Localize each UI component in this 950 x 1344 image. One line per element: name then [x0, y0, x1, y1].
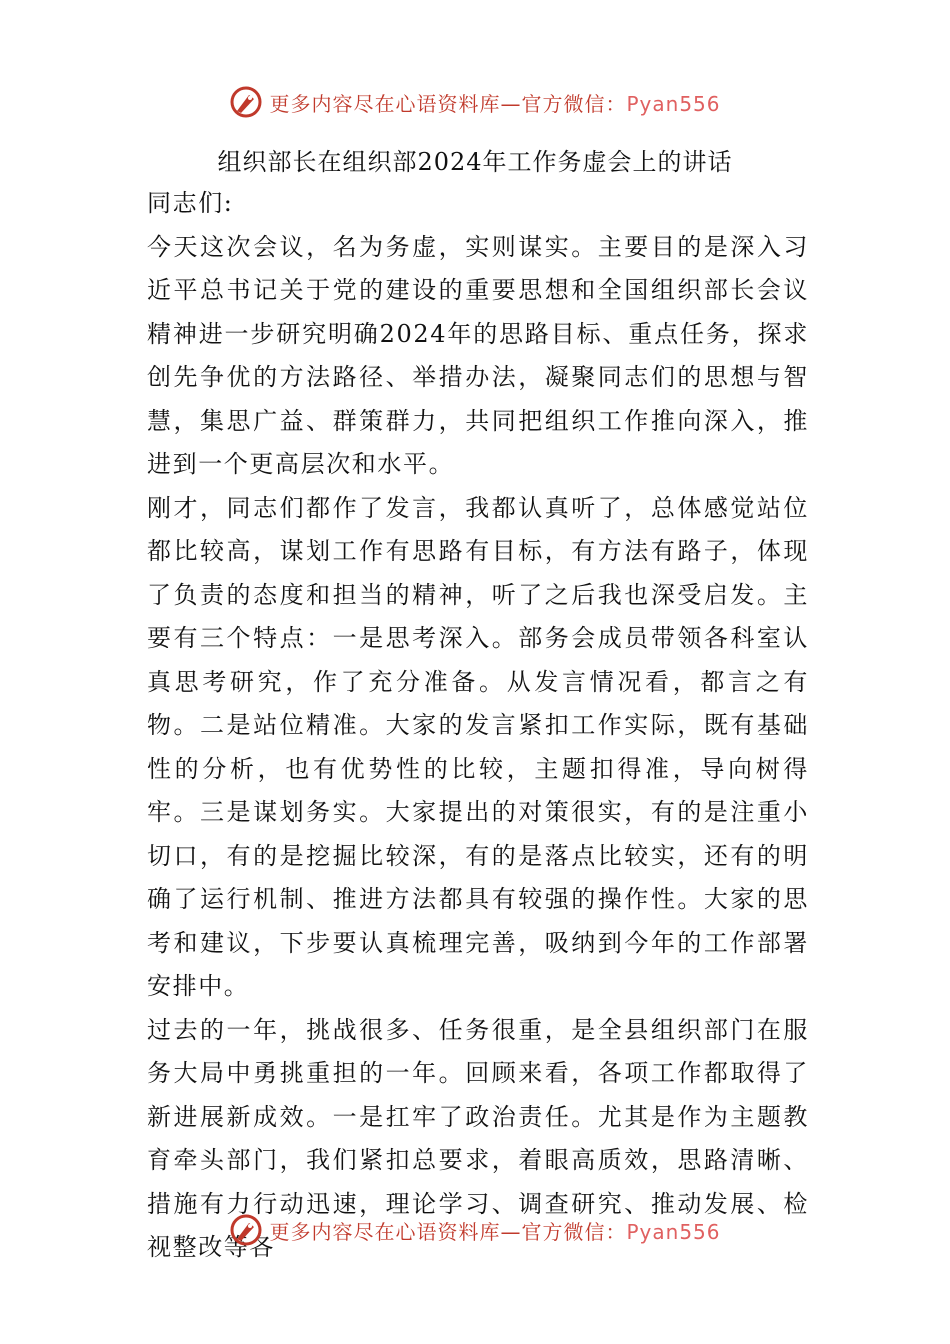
wechat-id: Pyan556 — [626, 1219, 721, 1244]
paragraph: 今天这次会议，名为务虚，实则谋实。主要目的是深入习近平总书记关于党的建设的重要思想和全国组织部长会议精神进一步研究明确2024年的思路目标、重点任务，探求创先争优的方法路径、举措办法，凝聚同志们的思想与智慧，集思广益、群策群力，共同把组织工作推向深入，推进到一个更高层次和水平。 — [147, 232, 809, 478]
document-title: 组织部长在组织部2024年工作务虚会上的讲话 — [217, 148, 733, 176]
paragraph: 刚才，同志们都作了发言，我都认真听了，总体感觉站位都比较高，谋划工作有思路有目标，有方法有路子，体现了负责的态度和担当的精神，听了之后我也深受启发。主要有三个特点：一是思考深入。部务会成员带领各科室认真思考研究，作了充分准备。从发言情况看，都言之有物。二是站位精准。大家的发言紧扣工作实际，既有基础性的分析，也有优势性的比较，主题扣得准，导向树得牢。三是谋划务实。大家提出的对策很实，有的是注重小切口，有的是挖掘比较深，有的是落点比较实，还有的明确了运行机制、推进方法都具有较强的操作性。大家的思考和建议，下步要认真梳理完善，吸纳到今年的工作部署安排中。 — [147, 493, 809, 1000]
watermark-text: 更多内容尽在心语资料库—官方微信：Pyan556 — [269, 1219, 721, 1244]
paragraph: 过去的一年，挑战很多、任务很重，是全县组织部门在服务大局中勇挑重担的一年。回顾来看，各项工作都取得了新进展新成效。一是扛牢了政治责任。尤其是作为主题教育牵头部门，我们紧扣总要求，着眼高质效，思路清晰、措施有力行动迅速，理论学习、调查研究、推动发展、检视整改等各 — [147, 1015, 809, 1261]
pen-nib-logo-icon — [229, 1213, 263, 1247]
pen-nib-logo-icon — [229, 85, 263, 119]
watermark-banner-top — [0, 82, 950, 122]
wechat-id: Pyan556 — [626, 91, 721, 116]
document-body — [147, 182, 809, 1270]
watermark-text: 更多内容尽在心语资料库—官方微信：Pyan556 — [269, 91, 721, 116]
watermark-banner-bottom — [0, 1210, 950, 1250]
salutation: 同志们: — [147, 189, 234, 217]
